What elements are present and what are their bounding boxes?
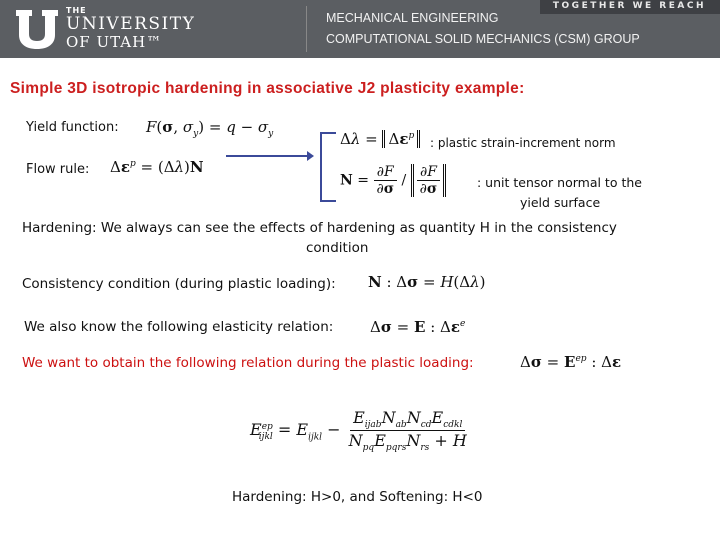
header-divider	[306, 6, 307, 52]
university-u-logo-icon	[14, 8, 60, 50]
yield-function-label: Yield function:	[26, 120, 119, 135]
arrow-connector	[226, 155, 312, 157]
bracket-connector	[320, 132, 336, 202]
flow-rule-label: Flow rule:	[26, 162, 90, 177]
plastic-multiplier-equation: $\Delta\lambda = \Delta\varepsilon^p$	[340, 130, 420, 148]
tagline: TOGETHER WE REACH	[552, 1, 706, 11]
slide-title: Simple 3D isotropic hardening in associative J2 plasticity example:	[10, 80, 525, 97]
consistency-equation: N : Δσ = H(Δλ)	[368, 273, 486, 291]
flow-rule-equation: $\Delta\varepsilon^p = (\Delta\lambda)N$	[110, 158, 204, 176]
yield-function-equation: F(σ, $\sigma_y) = q - \sigma_y$	[146, 118, 274, 139]
university-the: THE	[66, 6, 87, 15]
hardening-sentence-line1: Hardening: We always can see the effects of hardening as quantity H in the consistency	[22, 220, 617, 236]
unit-normal-description-2: yield surface	[520, 195, 601, 210]
elastoplastic-modulus-equation: $E^{ep}_{ijkl} = E_{ijkl}$ − $\frac{E_{ijab}N_{ab}N_{cd}E_{cdkl}}{N_{pq}E_{pqrs}N_{rs} + H}$	[250, 408, 467, 454]
unit-normal-description-1: : unit tensor normal to the	[477, 175, 642, 190]
department-name: MECHANICAL ENGINEERING	[326, 11, 499, 25]
header-banner	[0, 0, 720, 58]
group-name: COMPUTATIONAL SOLID MECHANICS (CSM) GROUP	[326, 32, 640, 46]
university-name-line2: OF UTAH™	[66, 33, 163, 51]
unit-normal-equation: N = $\frac{\partial F}{\partial\sigma}$ / $\frac{\partial F}{\partial\sigma}$	[340, 164, 446, 197]
tagline-bar	[540, 0, 720, 14]
university-name-line1: UNIVERSITY	[66, 14, 196, 34]
elasticity-equation: Δσ = E : $\Delta\varepsilon^e$	[370, 318, 466, 336]
hardening-sentence-line2: condition	[306, 240, 369, 256]
hardening-softening-note: Hardening: H>0, and Softening: H<0	[232, 489, 483, 505]
plastic-norm-description: : plastic strain-increment norm	[430, 136, 616, 150]
target-relation-label: We want to obtain the following relation during the plastic loading:	[22, 355, 474, 371]
elasticity-label: We also know the following elasticity relation:	[24, 319, 334, 335]
target-relation-equation: $\Delta\sigma = E^{ep}$ : Δε	[520, 353, 622, 371]
consistency-label: Consistency condition (during plastic loading):	[22, 276, 336, 292]
